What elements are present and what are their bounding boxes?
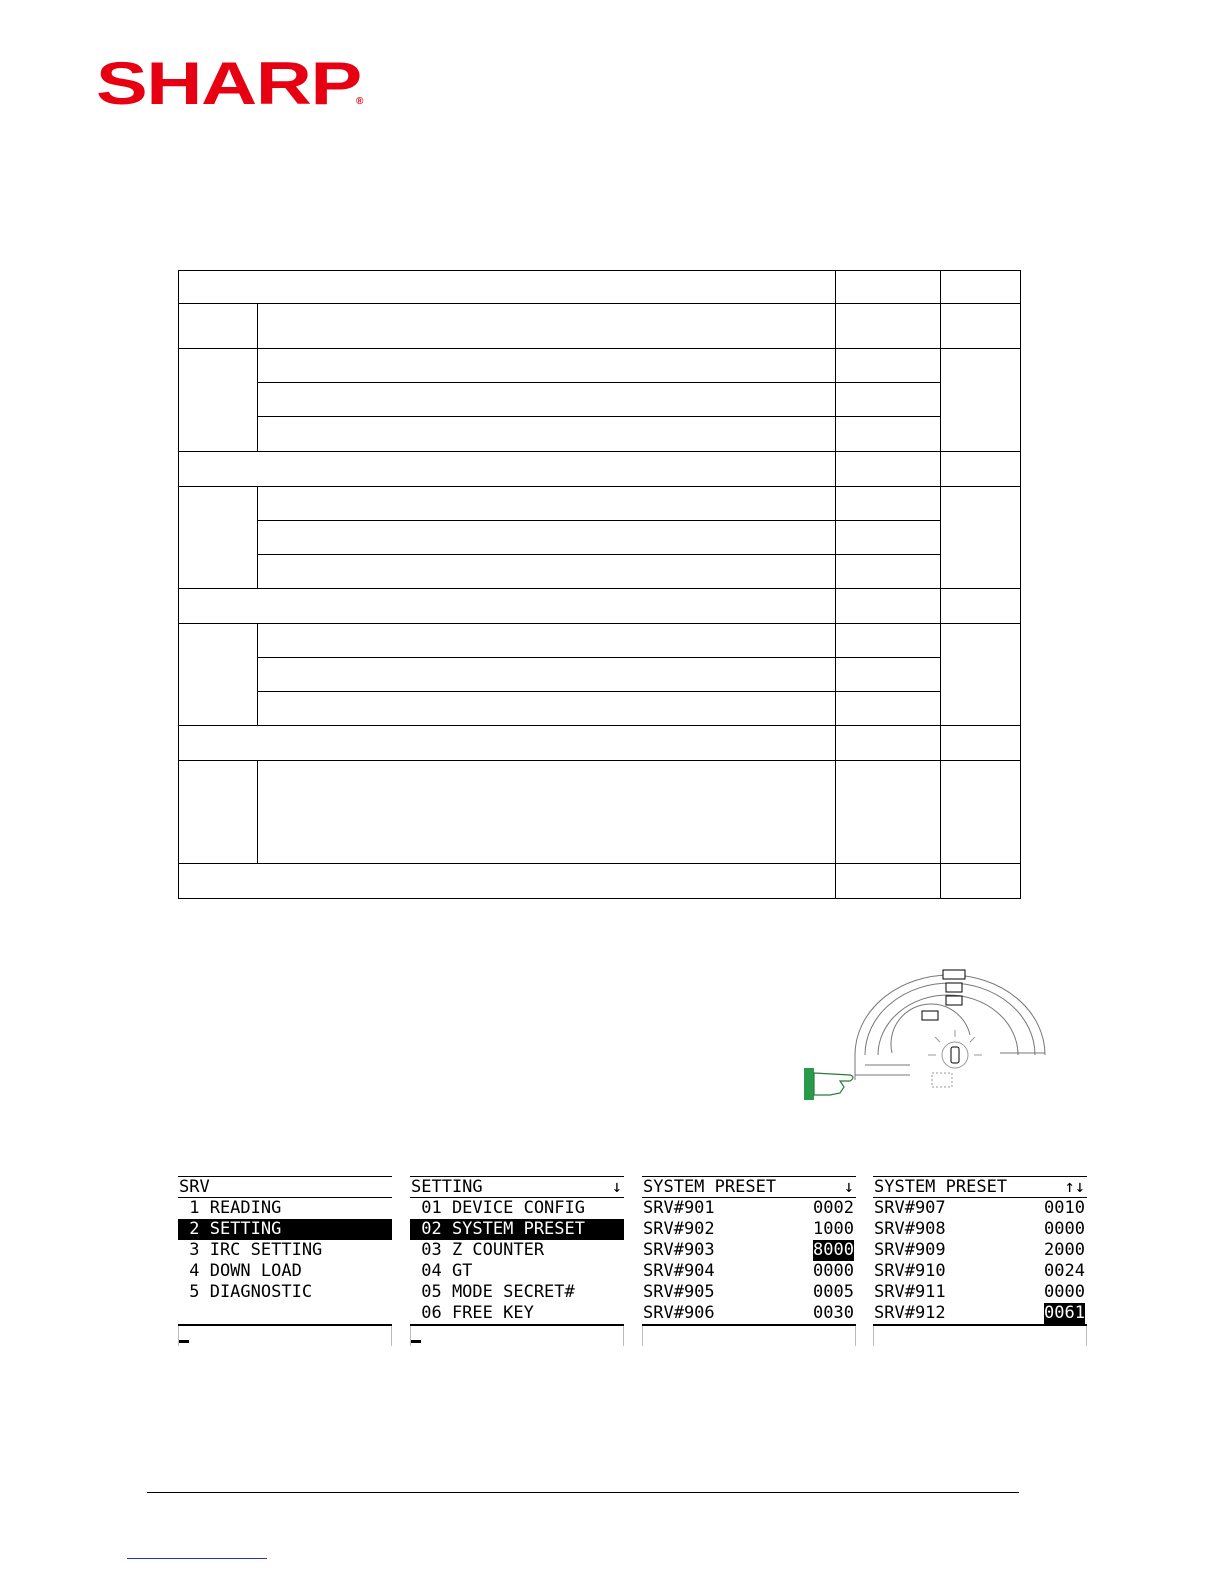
scroll-down-arrow-icon: ↓ xyxy=(611,1177,622,1197)
screen-divider xyxy=(873,1324,1087,1326)
preset-row[interactable]: SRV#910 0024 xyxy=(874,1261,1085,1281)
screen-divider xyxy=(410,1324,624,1326)
table-row xyxy=(179,349,1021,383)
screen-divider xyxy=(642,1324,856,1326)
menu-item[interactable]: 1 READING xyxy=(179,1198,282,1218)
lcd-screen-system-preset-2 xyxy=(873,1176,1087,1346)
input-cursor xyxy=(411,1340,421,1343)
svg-text:SHARP: SHARP xyxy=(96,58,361,110)
preset-row[interactable]: SRV#905 0005 xyxy=(643,1282,854,1302)
table-row xyxy=(179,383,1021,417)
input-cursor xyxy=(179,1340,189,1343)
table-row xyxy=(179,863,1021,898)
screen-title: SRV xyxy=(178,1176,392,1198)
pointing-hand-icon xyxy=(804,1068,853,1100)
menu-item[interactable]: 5 DIAGNOSTIC xyxy=(179,1282,313,1302)
preset-row[interactable]: SRV#908 0000 xyxy=(874,1219,1085,1239)
table-row xyxy=(179,417,1021,451)
highlighted-value: 8000 xyxy=(813,1240,854,1260)
menu-item[interactable]: 05 MODE SECRET# xyxy=(411,1282,575,1302)
table-row xyxy=(179,658,1021,692)
menu-item[interactable]: 04 GT xyxy=(411,1261,473,1281)
table-row xyxy=(179,486,1021,520)
highlighted-value: 0061 xyxy=(1044,1303,1085,1323)
preset-row[interactable]: SRV#906 0030 xyxy=(643,1303,854,1323)
screen-title: SETTING ↓ xyxy=(411,1177,622,1197)
sharp-logo xyxy=(96,58,467,108)
preset-row[interactable]: SRV#909 2000 xyxy=(874,1240,1085,1260)
preset-row[interactable]: SRV#904 0000 xyxy=(643,1261,854,1281)
table-row xyxy=(179,554,1021,588)
preset-row[interactable]: SRV#902 1000 xyxy=(643,1219,854,1239)
lcd-screen-srv xyxy=(178,1176,392,1346)
menu-item[interactable]: 03 Z COUNTER xyxy=(411,1240,545,1260)
screen-title: SYSTEM PRESET ↓ xyxy=(643,1177,854,1197)
footer-rule xyxy=(147,1492,1019,1493)
preset-row[interactable]: SRV#903 8000 xyxy=(643,1240,854,1260)
table-row xyxy=(179,451,1021,486)
preset-row[interactable]: SRV#911 0000 xyxy=(874,1282,1085,1302)
table-row xyxy=(179,520,1021,554)
mode-key-dial-illustration xyxy=(800,965,1060,1105)
table-row xyxy=(179,588,1021,623)
menu-item-selected[interactable]: 2 SETTING xyxy=(178,1219,392,1240)
table-row xyxy=(179,271,1021,304)
menu-item[interactable]: 06 FREE KEY xyxy=(411,1303,534,1323)
preset-row[interactable]: SRV#912 0061 xyxy=(874,1303,1085,1323)
screen-divider xyxy=(178,1324,392,1326)
preset-row[interactable]: SRV#901 0002 xyxy=(643,1198,854,1218)
table-row xyxy=(179,692,1021,726)
menu-item-selected[interactable]: 02 SYSTEM PRESET xyxy=(410,1219,624,1240)
preset-row[interactable]: SRV#907 0010 xyxy=(874,1198,1085,1218)
registered-mark: ® xyxy=(356,96,364,107)
table-row xyxy=(179,726,1021,761)
footer-link-underline[interactable] xyxy=(127,1558,267,1559)
lcd-screen-setting xyxy=(410,1176,624,1346)
screen-title: SYSTEM PRESET ↑↓ xyxy=(874,1177,1085,1197)
menu-item[interactable]: 3 IRC SETTING xyxy=(179,1240,323,1260)
menu-item[interactable]: 4 DOWN LOAD xyxy=(179,1261,302,1281)
menu-item[interactable]: 01 DEVICE CONFIG xyxy=(411,1198,585,1218)
table-row xyxy=(179,761,1021,863)
lcd-screen-system-preset-1 xyxy=(642,1176,856,1346)
scroll-down-arrow-icon: ↓ xyxy=(843,1177,854,1197)
scroll-up-down-arrow-icon: ↑↓ xyxy=(1064,1177,1085,1197)
table-row xyxy=(179,624,1021,658)
blank-table xyxy=(178,270,1021,899)
table-row xyxy=(179,304,1021,349)
